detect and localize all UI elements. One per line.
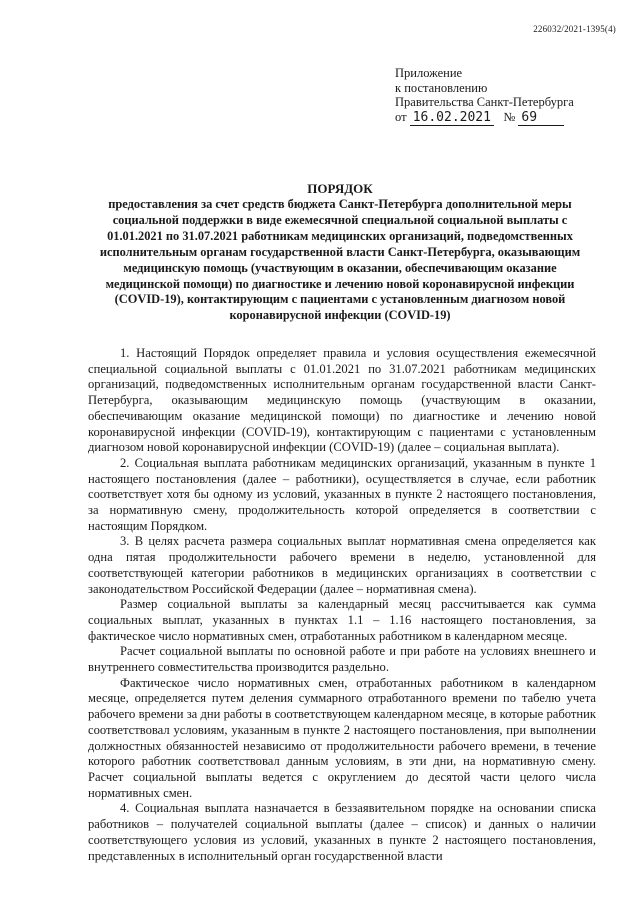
appendix-line-1: Приложение: [395, 66, 463, 80]
appendix-line-3: Правительства Санкт-Петербурга: [395, 95, 574, 109]
number-prefix: №: [503, 109, 516, 124]
document-id: 226032/2021-1395(4): [533, 24, 616, 34]
paragraph-3: 3. В целях расчета размера социальных выплат нормативная смена определяется как одна пятая продолжительности рабочего времени в неделю, установленной для соответствующей категории работников в медицинских организациях в соответствии с законодательством Российской Федерации (далее – нормативная смена).: [88, 534, 596, 596]
document-body: [88, 346, 596, 864]
paragraph-7: 4. Социальная выплата назначается в беззаявительном порядке на основании списка работников – получателей социальной выплаты (далее – список) и данных о наличии соответствующего условия из условий, указанных в пункте 2 настоящего постановления, представленных в исполнительный орган государственной власти: [88, 801, 596, 863]
resolution-number: 69: [518, 111, 564, 127]
document-subtitle: предоставления за счет средств бюджета Санкт-Петербурга дополнительной меры социальной поддержки в виде ежемесячной специальной социальной выплаты с 01.01.2021 по 31.07.2021 работникам медицинских организаций, подведомственных исполнительным органам государственной власти Санкт-Петербурга, оказывающим медицинскую помощь (участвующим в оказании, обеспечивающим оказание медицинской помощи) по диагностике и лечению новой коронавирусной инфекции (COVID-19), контактирующим с пациентами с установленным диагнозом новой коронавирусной инфекции (COVID-19): [99, 197, 581, 323]
paragraph-4: Размер социальной выплаты за календарный месяц рассчитывается как сумма социальных выплат, указанных в пунктах 1.1 – 1.16 настоящего постановления, за фактическое число нормативных смен, отработанных работником в календарном месяце.: [88, 597, 596, 643]
document-title: ПОРЯДОК: [307, 181, 373, 196]
paragraph-6: Фактическое число нормативных смен, отработанных работником в календарном месяце, определяется путем деления суммарного отработанного времени по табелю учета рабочего времени за дни работы в соответствующем календарном месяце, в которые работник соответствовал условиям, указанным в пункте 2 настоящего постановления, при выполнении должностных обязанностей независимо от продолжительности рабочего времени, в течение которого работник соответствовал данным условиям, в эти дни, на нормативную смену. Расчет социальной выплаты ведется с округлением до десятой части целого числа нормативных смен.: [88, 675, 596, 800]
appendix-line-2: к постановлению: [395, 80, 488, 95]
date-prefix: от: [395, 109, 407, 124]
paragraph-2: 2. Социальная выплата работникам медицинских организаций, указанным в пункте 1 настоящего постановления (далее – работники), осуществляется в случае, если работник соответствует хотя бы одному из условий, указанных в пункте 2 настоящего постановления, за нормативную смену, продолжительность которой определяется в соответствии с настоящим Порядком.: [88, 455, 596, 533]
resolution-date: 16.02.2021: [410, 110, 494, 126]
appendix-date-row: [395, 110, 574, 127]
appendix-block: [395, 66, 574, 126]
paragraph-1: 1. Настоящий Порядок определяет правила и условия осуществления ежемесячной специальной социальной выплаты с 01.01.2021 по 31.07.2021 работникам медицинских организаций, подведомственных исполнительным органам государственной власти Санкт-Петербурга, оказывающим медицинскую помощь (участвующим в оказании, обеспечивающим оказание медицинской помощи) по диагностике и лечению новой коронавирусной инфекции (COVID-19), контактирующим с пациентами с установленным диагнозом новой коронавирусной инфекции (COVID-19) (далее – социальная выплата).: [88, 346, 596, 455]
paragraph-5: Расчет социальной выплаты по основной работе и при работе на условиях внешнего и внутреннего совместительства производится раздельно.: [88, 644, 596, 675]
